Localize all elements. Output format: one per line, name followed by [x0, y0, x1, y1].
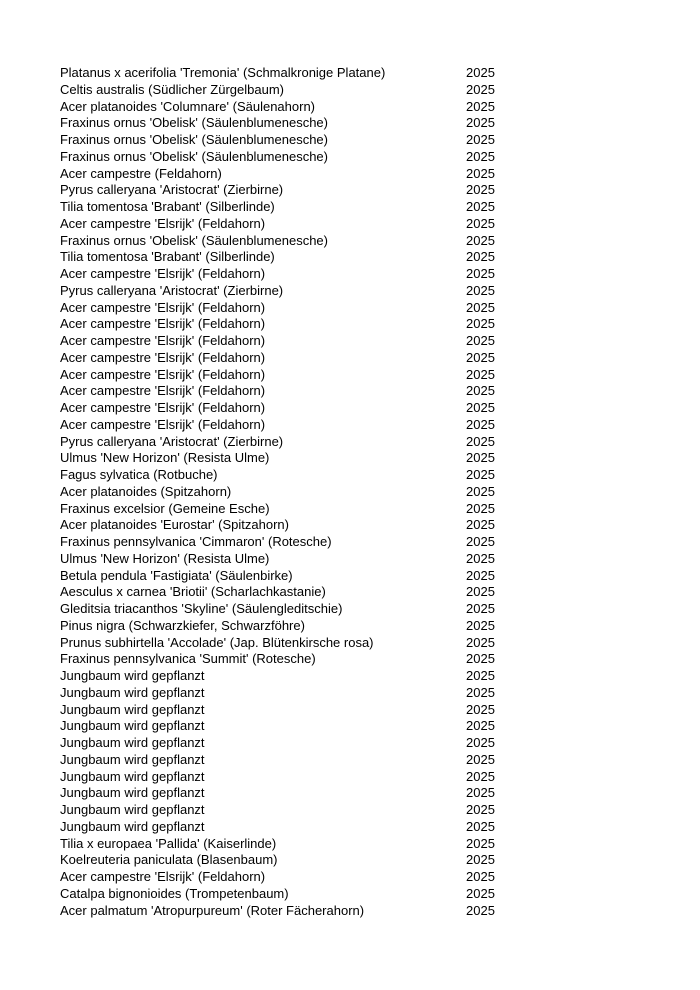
species-cell: Acer campestre 'Elsrijk' (Feldahorn) [60, 349, 266, 365]
species-cell: Acer campestre 'Elsrijk' (Feldahorn) [60, 316, 266, 332]
species-cell: Pyrus calleryana 'Aristocrat' (Zierbirne) [60, 182, 284, 198]
species-cell: Acer campestre 'Elsrijk' (Feldahorn) [60, 266, 266, 281]
species-cell: Acer platanoides (Spitzahorn) [60, 483, 232, 499]
table-row [60, 199, 520, 216]
species-cell: Acer campestre 'Elsrijk' (Feldahorn) [60, 299, 266, 315]
year-cell: 2025 [466, 550, 495, 566]
table-row [60, 249, 520, 266]
species-cell: Prunus subhirtella 'Accolade' (Jap. Blütenkirsche rosa) [60, 634, 374, 650]
year-cell: 2025 [466, 366, 495, 382]
year-cell: 2025 [466, 567, 495, 583]
table-row [60, 584, 520, 601]
year-cell: 2025 [466, 199, 495, 214]
species-cell: Koelreuteria paniculata (Blasenbaum) [60, 852, 278, 868]
table-row [60, 551, 520, 568]
species-cell: Jungbaum wird gepflanzt [60, 751, 205, 767]
table-row [60, 182, 520, 199]
species-cell: Jungbaum wird gepflanzt [60, 802, 205, 817]
year-cell: 2025 [466, 584, 495, 600]
year-cell: 2025 [466, 299, 495, 315]
year-cell: 2025 [466, 349, 495, 365]
year-cell: 2025 [466, 751, 495, 767]
species-cell: Ulmus 'New Horizon' (Resista Ulme) [60, 450, 270, 466]
table-row [60, 702, 520, 719]
table-row [60, 216, 520, 233]
table-row [60, 65, 520, 82]
species-cell: Gleditsia triacanthos 'Skyline' (Säulengleditschie) [60, 601, 343, 616]
species-cell: Jungbaum wird gepflanzt [60, 768, 205, 784]
year-cell: 2025 [466, 869, 495, 884]
species-cell: Acer campestre 'Elsrijk' (Feldahorn) [60, 366, 266, 382]
table-row [60, 635, 520, 652]
year-cell: 2025 [466, 115, 495, 131]
table-row [60, 333, 520, 350]
year-cell: 2025 [466, 416, 495, 432]
species-cell: Jungbaum wird gepflanzt [60, 668, 205, 683]
species-cell: Pyrus calleryana 'Aristocrat' (Zierbirne) [60, 282, 284, 298]
year-cell: 2025 [466, 785, 495, 801]
species-cell: Acer campestre 'Elsrijk' (Feldahorn) [60, 383, 266, 399]
year-cell: 2025 [466, 232, 495, 248]
year-cell: 2025 [466, 634, 495, 650]
species-cell: Pinus nigra (Schwarzkiefer, Schwarzföhre) [60, 617, 305, 633]
species-cell: Celtis australis (Südlicher Zürgelbaum) [60, 81, 284, 97]
year-cell: 2025 [466, 852, 495, 868]
year-cell: 2025 [466, 534, 495, 549]
year-cell: 2025 [466, 818, 495, 834]
table-row [60, 82, 520, 99]
year-cell: 2025 [466, 601, 495, 616]
year-cell: 2025 [466, 282, 495, 298]
year-cell: 2025 [466, 249, 495, 265]
year-cell: 2025 [466, 651, 495, 667]
year-cell: 2025 [466, 617, 495, 633]
table-row [60, 568, 520, 585]
year-cell: 2025 [466, 802, 495, 817]
table-row [60, 869, 520, 886]
table-row [60, 735, 520, 752]
species-cell: Acer campestre 'Elsrijk' (Feldahorn) [60, 416, 266, 432]
species-cell: Fraxinus pennsylvanica 'Summit' (Rotesche) [60, 651, 316, 667]
year-cell: 2025 [466, 885, 495, 901]
species-cell: Jungbaum wird gepflanzt [60, 718, 205, 734]
species-cell: Jungbaum wird gepflanzt [60, 818, 205, 834]
year-cell: 2025 [466, 718, 495, 734]
year-cell: 2025 [466, 467, 495, 482]
table-row [60, 501, 520, 518]
table-row [60, 802, 520, 819]
table-row [60, 450, 520, 467]
table-row [60, 115, 520, 132]
species-cell: Jungbaum wird gepflanzt [60, 785, 205, 801]
table-row [60, 685, 520, 702]
table-row [60, 283, 520, 300]
species-cell: Ulmus 'New Horizon' (Resista Ulme) [60, 550, 270, 566]
year-cell: 2025 [466, 517, 495, 533]
year-cell: 2025 [466, 450, 495, 466]
table-row [60, 417, 520, 434]
year-cell: 2025 [466, 316, 495, 332]
species-cell: Acer platanoides 'Eurostar' (Spitzahorn) [60, 517, 289, 533]
species-cell: Fraxinus pennsylvanica 'Cimmaron' (Rotesche) [60, 534, 332, 549]
table-row [60, 434, 520, 451]
year-cell: 2025 [466, 65, 495, 80]
species-cell: Fagus sylvatica (Rotbuche) [60, 467, 218, 482]
table-row [60, 166, 520, 183]
table-row [60, 132, 520, 149]
table-row [60, 383, 520, 400]
species-cell: Aesculus x carnea 'Briotii' (Scharlachkastanie) [60, 584, 326, 600]
species-cell: Catalpa bignonioides (Trompetenbaum) [60, 885, 289, 901]
table-row [60, 886, 520, 903]
species-cell: Fraxinus ornus 'Obelisk' (Säulenblumenesche) [60, 232, 328, 248]
table-row [60, 350, 520, 367]
table-row [60, 300, 520, 317]
species-cell: Pyrus calleryana 'Aristocrat' (Zierbirne) [60, 433, 284, 449]
year-cell: 2025 [466, 668, 495, 683]
species-cell: Jungbaum wird gepflanzt [60, 684, 205, 700]
table-row [60, 651, 520, 668]
year-cell: 2025 [466, 182, 495, 198]
year-cell: 2025 [466, 383, 495, 399]
table-row [60, 99, 520, 116]
species-cell: Fraxinus ornus 'Obelisk' (Säulenblumenesche) [60, 115, 328, 131]
table-row [60, 367, 520, 384]
table-row [60, 316, 520, 333]
species-cell: Acer campestre 'Elsrijk' (Feldahorn) [60, 869, 266, 884]
year-cell: 2025 [466, 483, 495, 499]
year-cell: 2025 [466, 81, 495, 97]
table-row [60, 400, 520, 417]
year-cell: 2025 [466, 500, 495, 516]
year-cell: 2025 [466, 165, 495, 181]
table-row [60, 752, 520, 769]
year-cell: 2025 [466, 98, 495, 114]
species-cell: Jungbaum wird gepflanzt [60, 701, 205, 717]
year-cell: 2025 [466, 684, 495, 700]
table-row [60, 517, 520, 534]
year-cell: 2025 [466, 701, 495, 717]
table-row [60, 266, 520, 283]
year-cell: 2025 [466, 266, 495, 281]
year-cell: 2025 [466, 433, 495, 449]
species-cell: Betula pendula 'Fastigiata' (Säulenbirke) [60, 567, 293, 583]
table-row [60, 233, 520, 250]
table-row [60, 149, 520, 166]
species-cell: Acer campestre 'Elsrijk' (Feldahorn) [60, 215, 266, 231]
year-cell: 2025 [466, 768, 495, 784]
year-cell: 2025 [466, 132, 495, 147]
year-cell: 2025 [466, 400, 495, 415]
species-cell: Acer palmatum 'Atropurpureum' (Roter Fächerahorn) [60, 902, 365, 918]
table-row [60, 668, 520, 685]
year-cell: 2025 [466, 215, 495, 231]
species-cell: Fraxinus ornus 'Obelisk' (Säulenblumenesche) [60, 132, 328, 147]
table-row [60, 534, 520, 551]
year-cell: 2025 [466, 902, 495, 918]
table-row [60, 467, 520, 484]
species-cell: Tilia tomentosa 'Brabant' (Silberlinde) [60, 199, 275, 214]
year-cell: 2025 [466, 735, 495, 750]
species-cell: Platanus x acerifolia 'Tremonia' (Schmalkronige Platane) [60, 65, 386, 80]
year-cell: 2025 [466, 148, 495, 164]
table-row [60, 903, 520, 920]
year-cell: 2025 [466, 333, 495, 348]
species-cell: Fraxinus ornus 'Obelisk' (Säulenblumenesche) [60, 148, 328, 164]
table-row [60, 785, 520, 802]
table-row [60, 769, 520, 786]
table-row [60, 601, 520, 618]
table-row [60, 819, 520, 836]
species-cell: Acer platanoides 'Columnare' (Säulenahorn) [60, 98, 315, 114]
species-cell: Acer campestre 'Elsrijk' (Feldahorn) [60, 400, 266, 415]
year-cell: 2025 [466, 835, 495, 851]
species-cell: Acer campestre (Feldahorn) [60, 165, 222, 181]
table-row [60, 618, 520, 635]
table-row [60, 718, 520, 735]
table-row [60, 836, 520, 853]
species-cell: Tilia x europaea 'Pallida' (Kaiserlinde) [60, 835, 277, 851]
species-cell: Tilia tomentosa 'Brabant' (Silberlinde) [60, 249, 275, 265]
species-cell: Fraxinus excelsior (Gemeine Esche) [60, 500, 270, 516]
tree-list [60, 65, 520, 919]
table-row [60, 484, 520, 501]
species-cell: Jungbaum wird gepflanzt [60, 735, 205, 750]
table-row [60, 852, 520, 869]
species-cell: Acer campestre 'Elsrijk' (Feldahorn) [60, 333, 266, 348]
